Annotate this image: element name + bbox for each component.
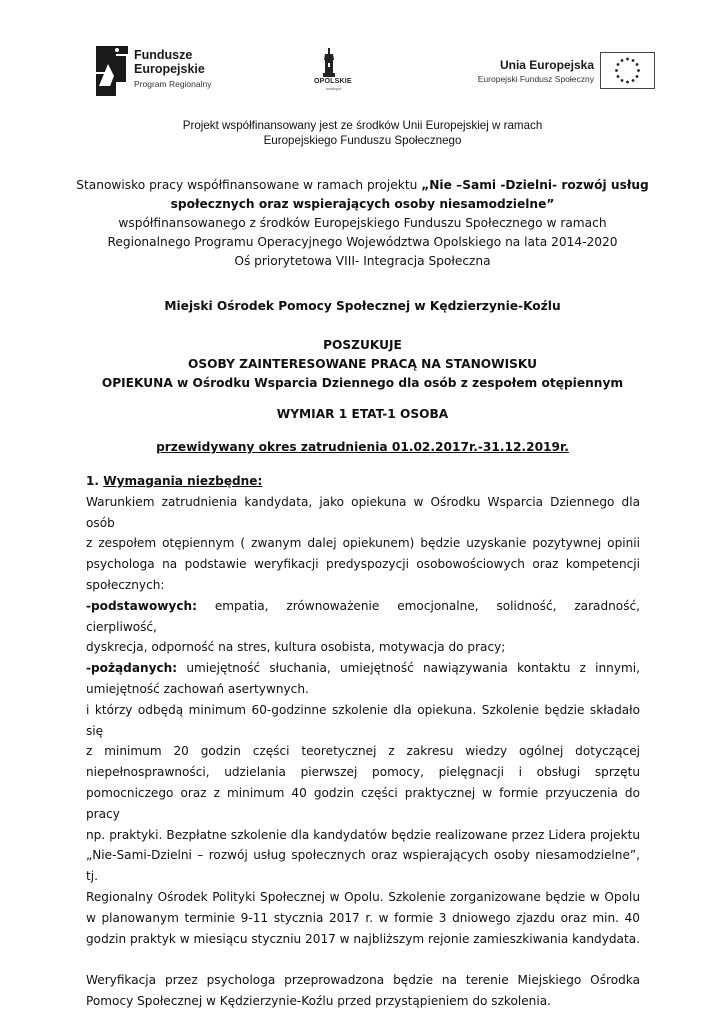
verification-line: Weryfikacja przez psychologa przeprowadzona będzie na terenie Miejskiego Ośrodka xyxy=(86,973,640,988)
training-line: z minimum 20 godzin części teoretycznej z zakresu wiedzy ogólnej dotyczącej xyxy=(86,744,640,759)
basic-competences-line2: dyskrecja, odporność na stres, kultura osobista, motywacja do pracy; xyxy=(86,640,506,655)
training-line: godzin praktyk w miesiącu styczniu 2017 w najbliższym rejonie zamieszkiwania kandydata. xyxy=(86,931,640,946)
announcement-line1: POSZUKUJE xyxy=(323,338,402,352)
paragraph-line: z zespołem otępiennym ( zwanym dalej opiekunem) będzie uzyskanie pozytywnej opinii xyxy=(86,536,640,551)
announcement-line2: OSOBY ZAINTERESOWANE PRACĄ NA STANOWISKU xyxy=(187,357,538,371)
position-line4: Regionalnego Programu Operacyjnego Województwa Opolskiego na lata 2014-2020 xyxy=(107,235,618,249)
training-line: w planowanym terminie 9-11 stycznia 2017 r. w formie 3 dniowego zjazdu oraz min. 40 xyxy=(86,910,640,925)
basic-competences-line1 xyxy=(86,596,640,638)
main-content xyxy=(0,176,725,457)
section1-number: 1. xyxy=(86,474,104,488)
opolskie-logo-text: OPOLSKIE xyxy=(314,78,352,85)
employment-period: przewidywany okres zatrudnienia 01.02.2017r.-31.12.2019r. xyxy=(156,440,569,454)
training-line: Regionalny Ośrodek Polityki Społecznej w Opolu. Szkolenie zorganizowane będzie w Opolu xyxy=(86,889,640,904)
eu-stars-icon xyxy=(601,53,654,88)
opolskie-logo xyxy=(312,48,356,96)
page-header xyxy=(0,0,725,110)
opolskie-tower-icon xyxy=(321,48,341,78)
paragraph-line: psychologa na podstawie weryfikacji predyspozycji osobowościowych oraz kompetencji xyxy=(86,557,640,572)
training-line: „Nie-Sami-Dzielni – rozwój usług społecznych oraz wspierających osoby niesamodzielne”, tj. xyxy=(86,848,640,884)
cofinancing-note xyxy=(0,118,725,148)
verification-line: Pomocy Społecznej w Kędzierzynie-Koźlu przed przystąpieniem do szkolenia. xyxy=(86,993,551,1008)
cofinancing-line1: Projekt współfinansowany jest ze środków Unii Europejskiej w ramach xyxy=(182,119,543,132)
basic-competences-label: -podstawowych: xyxy=(86,598,197,613)
fe-logo-line1: Fundusze xyxy=(134,48,193,62)
paragraph-line: Warunkiem zatrudnienia kandydata, jako opiekuna w Ośrodku Wsparcia Dziennego dla osób xyxy=(86,494,640,530)
position-line5: Oś priorytetowa VIII- Integracja Społeczna xyxy=(234,254,491,268)
project-name-part1: „Nie –Sami -Dzielni- rozwój usług xyxy=(421,178,649,192)
project-name-part2: społecznych oraz wspierających osoby niesamodzielne” xyxy=(170,197,555,211)
desired-competences-text: umiejętność słuchania, umiejętność nawiązywania kontaktu z innymi, xyxy=(177,661,640,676)
desired-competences-label: -pożądanych: xyxy=(86,661,178,676)
eu-logo-title: Unia Europejska xyxy=(499,58,594,72)
position-description xyxy=(0,176,725,271)
position-line1 xyxy=(0,176,725,195)
training-line: np. praktyki. Bezpłatne szkolenie dla kandydatów będzie realizowane przez Lidera projektu xyxy=(86,827,640,842)
section1-heading xyxy=(86,471,640,492)
desired-competences-line2: umiejętność zachowań asertywnych. xyxy=(86,681,309,696)
paragraph-line: społecznych: xyxy=(86,577,165,592)
section1-heading-text: Wymagania niezbędne: xyxy=(103,474,263,488)
fundusze-europejskie-mark-icon xyxy=(96,46,128,96)
fundusze-europejskie-logo xyxy=(96,44,256,100)
cofinancing-line2: Europejskiego Funduszu Społecznego xyxy=(263,134,462,147)
position-line3: współfinansowanego z środków Europejskiego Funduszu Społecznego w ramach xyxy=(118,216,607,230)
eu-flag-icon xyxy=(600,52,655,89)
paragraph-spacer xyxy=(86,949,640,970)
announcement-line3: OPIEKUNA w Ośrodku Wsparcia Dziennego dla osób z zespołem otępiennym xyxy=(101,376,624,390)
basic-competences-text: empatia, zrównoważenie emocjonalne, solidność, zaradność, cierpliwość, xyxy=(86,598,640,634)
announcement xyxy=(0,336,725,393)
desired-competences-line1 xyxy=(86,658,640,679)
fe-logo-line3: Program Regionalny xyxy=(134,79,212,89)
employer-name: Miejski Ośrodek Pomocy Społecznej w Kędzierzynie-Koźlu xyxy=(164,299,561,313)
training-line: pomocniczego oraz z minimum 40 godzin części praktycznej w formie przyuczenia do pracy xyxy=(86,785,640,821)
fe-logo-line2: Europejskie xyxy=(134,62,205,76)
position-line1-prefix: Stanowisko pracy współfinansowane w ramach projektu xyxy=(76,178,422,192)
workload: WYMIAR 1 ETAT-1 OSOBA xyxy=(276,407,449,421)
eu-logo-subtitle: Europejski Fundusz Społeczny xyxy=(477,74,594,84)
training-line: i którzy odbędą minimum 60-godzinne szkolenie dla opiekuna. Szkolenie będzie składało się xyxy=(86,702,640,738)
requirements-section xyxy=(86,471,640,1012)
training-line: niepełnosprawności, udzielania pierwszej pomocy, pielęgnacji i obsługi sprzętu xyxy=(86,765,640,780)
eu-logo-text xyxy=(478,58,594,85)
opolskie-logo-subtext: kwitnące xyxy=(326,86,342,91)
